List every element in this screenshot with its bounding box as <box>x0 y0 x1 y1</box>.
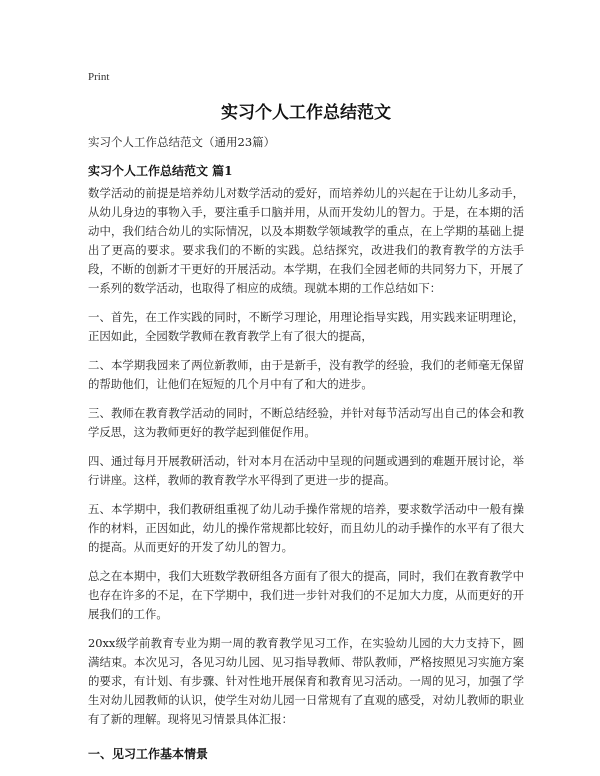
page-title: 实习个人工作总结范文 <box>221 103 391 123</box>
sub-heading: 一、见习工作基本情景 <box>88 747 209 761</box>
paragraph-point-2: 二、本学期我园来了两位新教师，由于是新手，没有教学的经验，我们的老师毫无保留的帮助他们，让他们在短短的几个月中有了和大的进步。 <box>88 358 524 391</box>
print-link[interactable]: Print <box>88 71 110 83</box>
section-heading: 实习个人工作总结范文 篇1 <box>88 164 233 178</box>
paragraph-summary: 总之在本期中，我们大班数学教研组各方面有了很大的提高，同时，我们在教育教学中也存在许多的不足，在下学期中，我们进一步针对我们的不足加大力度，从而更好的开展我们的工作。 <box>88 569 524 621</box>
paragraph-point-3: 三、教师在教育教学活动的同时，不断总结经验，并针对每节活动写出自己的体会和教学反思，这为教师更好的教学起到催促作用。 <box>88 406 524 439</box>
paragraph-point-4: 四、通过每月开展教研活动，针对本月在活动中呈现的问题或遇到的难题开展讨论，举行讲座。这样，教师的教育教学水平得到了更进一步的提高。 <box>88 454 524 487</box>
paragraph-point-5: 五、本学期中，我们教研组重视了幼儿动手操作常规的培养，要求数学活动中一般有操作的材料，正因如此，幼儿的操作常规都比较好，而且幼儿的动手操作的水平有了很大的提高。从而更好的开发了幼儿的智力。 <box>88 502 524 554</box>
document-subtitle: 实习个人工作总结范文（通用23篇） <box>88 135 276 149</box>
paragraph-intro: 数学活动的前提是培养幼儿对数学活动的爱好，而培养幼儿的兴起在于让幼儿多动手，从幼儿身边的事物入手，要注重手口脑并用，从而开发幼儿的智力。于是，在本期的活动中，我们结合幼儿的实际情况，以及本期数学领域教学的重点，在上学期的基础上提出了更高的要求。要求我们的不断的实践。总结探究，改进我们的教育教学的方法手段，不断的创新才干更好的开展活动。本学期，在我们全园老师的共同努力下，开展了一系列的数学活动，也取得了相应的成绩。现就本期的工作总结如下： <box>88 186 524 295</box>
document-page <box>88 66 524 765</box>
paragraph-point-1: 一、首先，在工作实践的同时，不断学习理论，用理论指导实践，用实践来证明理论，正因如此，全园数学教师在教育教学上有了很大的提高， <box>88 310 524 343</box>
paragraph-internship: 20xx级学前教育专业为期一周的教育教学见习工作，在实验幼儿园的大力支持下，圆满结束。本次见习，各见习幼儿园、见习指导教师、带队教师，严格按照见习实施方案的要求，有计划、有步骤、针对性地开展保育和教育见习活动。一周的见习，加强了学生对幼儿园教师的认识，使学生对幼儿园一日常规有了直观的感受，对幼儿教师的职业有了新的理解。现将见习情景具体汇报： <box>88 636 524 726</box>
